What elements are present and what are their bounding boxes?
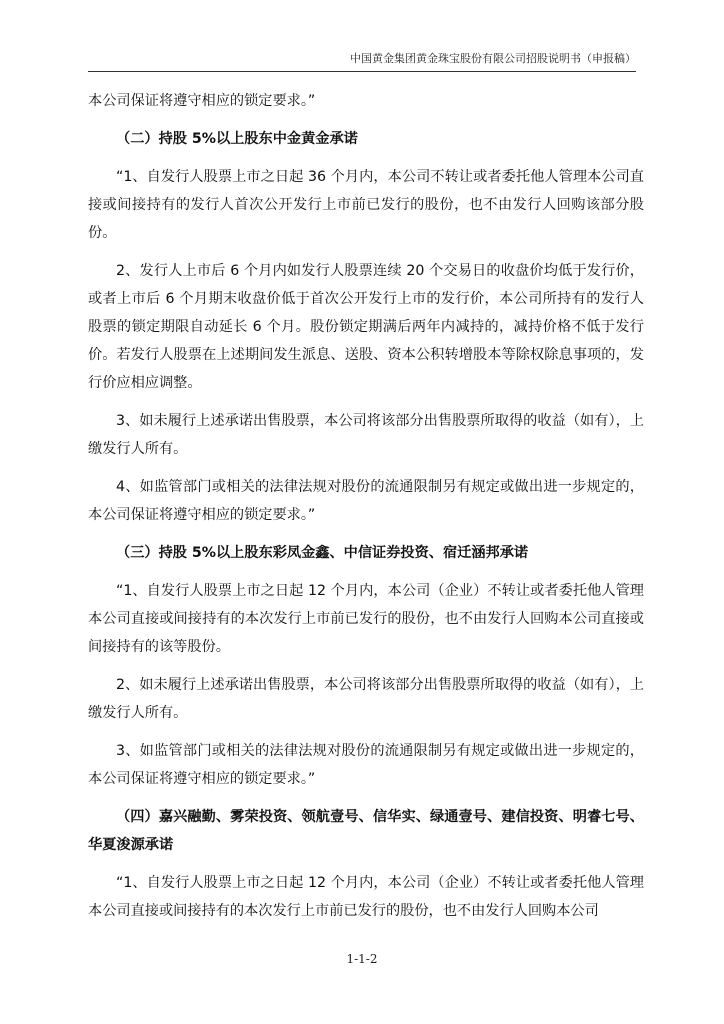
paragraph-2-3: 3、如未履行上述承诺出售股票，本公司将该部分出售股票所取得的收益（如有），上缴发行人所有。 (88, 413, 644, 457)
section-heading-4: （四）嘉兴融勤、雾荣投资、领航壹号、信华实、绿通壹号、建信投资、明睿七号、华夏浚源承诺 (88, 809, 644, 853)
paragraph-2-4: 4、如监管部门或相关的法律法规对股份的流通限制另有规定或做出进一步规定的，本公司保证将遵守相应的锁定要求。” (88, 479, 644, 523)
paragraph-3-2: 2、如未履行上述承诺出售股票，本公司将该部分出售股票所取得的收益（如有），上缴发行人所有。 (88, 677, 644, 721)
section-heading-2: （二）持股 5%以上股东中金黄金承诺 (116, 131, 358, 147)
paragraph-1: 本公司保证将遵守相应的锁定要求。” (88, 93, 316, 109)
document-title: 中国黄金集团黄金珠宝股份有限公司招股说明书（申报稿） (350, 52, 636, 65)
section-heading-3: （三）持股 5%以上股东彩凤金鑫、中信证券投资、宿迁涵邦承诺 (116, 545, 529, 561)
paragraph-2-1: “1、自发行人股票上市之日起 36 个月内，本公司不转让或者委托他人管理本公司直接或间接持有的发行人首次公开发行上市前已发行的股份，也不由发行人回购该部分股份。 (88, 169, 644, 241)
paragraph-2-2: 2、发行人上市后 6 个月内如发行人股票连续 20 个交易日的收盘价均低于发行价，或者上市后 6 个月期末收盘价低于首次公开发行上市的发行价，本公司所持有的发行人股票的锁定期限自动延长 6 个月。股份锁定期满后两年内减持的，减持价格不低于发行价。若发行人股票在上述期间发生派息、送股、资本公积转增股本等除权除息事项的，发行价应相应调整。 (88, 263, 644, 391)
page-footer (0, 952, 724, 966)
document-body (88, 87, 644, 935)
paragraph-3-3: 3、如监管部门或相关的法律法规对股份的流通限制另有规定或做出进一步规定的，本公司保证将遵守相应的锁定要求。” (88, 743, 644, 787)
paragraph-4-1: “1、自发行人股票上市之日起 12 个月内，本公司（企业）不转让或者委托他人管理本公司直接或间接持有的本次发行上市前已发行的股份，也不由发行人回购本公司 (88, 875, 644, 919)
page-header (88, 50, 636, 72)
paragraph-3-1: “1、自发行人股票上市之日起 12 个月内，本公司（企业）不转让或者委托他人管理本公司直接或间接持有的本次发行上市前已发行的股份，也不由发行人回购本公司直接或间接持有的该等股份。 (88, 583, 644, 655)
page-number: 1-1-2 (346, 952, 378, 966)
